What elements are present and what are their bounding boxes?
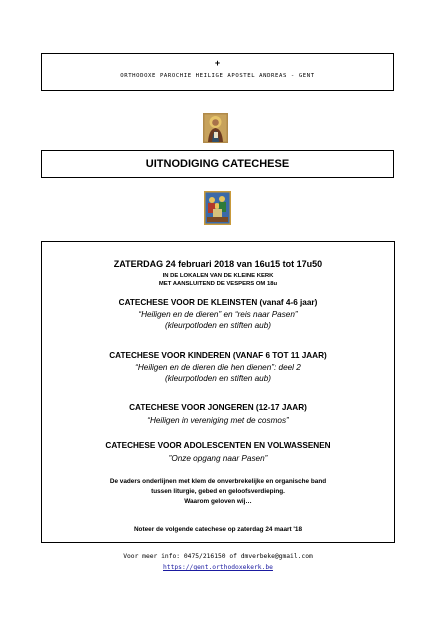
session-heading: CATECHESE VOOR DE KLEINSTEN (vanaf 4-6 jaar) bbox=[118, 298, 318, 307]
header-box bbox=[41, 53, 394, 91]
session-heading: CATECHESE VOOR KINDEREN (VANAF 6 TOT 11 JAAR) bbox=[109, 351, 327, 360]
session-topic: “Heiligen en de dieren” en “reis naar Pasen” bbox=[138, 310, 298, 319]
event-date-time: ZATERDAG 24 februari 2018 van 16u15 tot 17u50 bbox=[113, 259, 323, 269]
session-heading: CATECHESE VOOR ADOLESCENTEN EN VOLWASSENEN bbox=[105, 441, 331, 450]
session-topic: “Heiligen in vereniging met de cosmos” bbox=[147, 416, 289, 425]
main-content-box bbox=[41, 241, 395, 543]
parish-name: ORTHODOXE PAROCHIE HEILIGE APOSTEL ANDREAS - GENT bbox=[120, 73, 315, 79]
event-location: IN DE LOKALEN VAN DE KLEINE KERK bbox=[162, 273, 274, 279]
title-box bbox=[41, 150, 394, 178]
session-heading: CATECHESE VOOR JONGEREN (12-17 JAAR) bbox=[129, 403, 307, 412]
next-session-note: Noteer de volgende catechese op zaterdag 24 maart '18 bbox=[133, 526, 303, 533]
event-vespers: MET AANSLUITEND DE VESPERS OM 18u bbox=[158, 281, 278, 287]
page-title: UITNODIGING CATECHESE bbox=[145, 158, 290, 170]
website-link[interactable]: https://gent.orthodoxekerk.be bbox=[163, 564, 273, 571]
session-topic: ”Onze opgang naar Pasen” bbox=[168, 454, 268, 463]
apostle-icon bbox=[203, 113, 228, 143]
session-note: (kleurpotloden en stiften aub) bbox=[164, 321, 272, 330]
cross-symbol: + bbox=[214, 58, 221, 68]
message-line: De vaders onderlijnen met klem de onverbrekelijke en organische band bbox=[109, 478, 327, 485]
footer-contact: Voor meer info: 0475/216150 of dmverbeke@gmail.com bbox=[123, 553, 313, 560]
message-line: Waarom geloven wij… bbox=[184, 498, 252, 505]
session-topic: “Heiligen en de dieren die hen dienen”: deel 2 bbox=[135, 363, 301, 372]
icon-scene-image bbox=[204, 191, 231, 225]
message-line: tussen liturgie, gebed en geloofsverdieping. bbox=[151, 488, 285, 495]
session-note: (kleurpotloden en stiften aub) bbox=[164, 374, 272, 383]
